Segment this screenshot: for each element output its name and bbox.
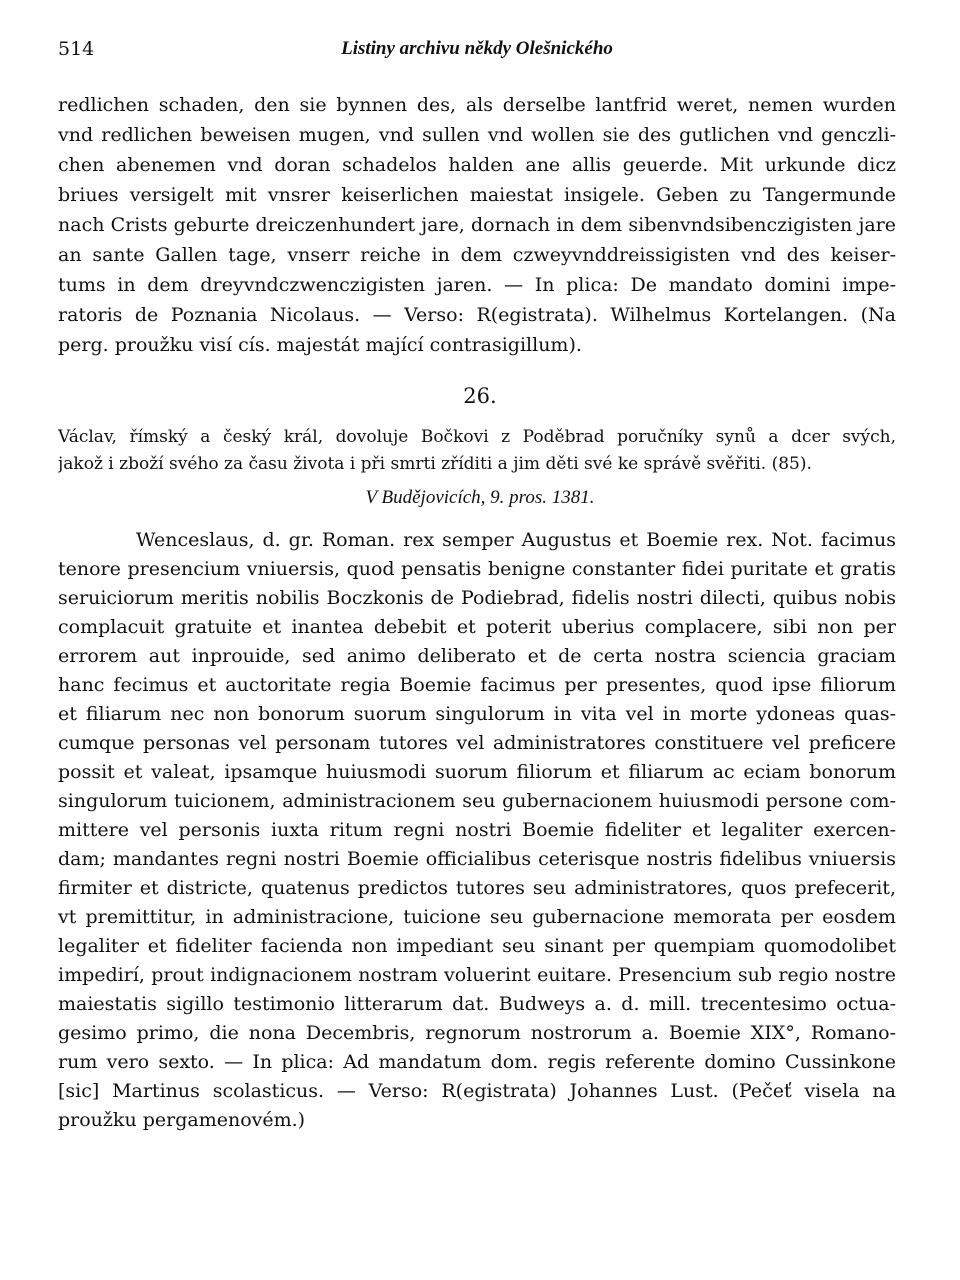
place-and-date: V Budějovicích, 9. pros. 1381.	[365, 487, 595, 508]
text-line: vt premittitur, in administracione, tuicione seu gubernacione memorata per eosdem	[58, 906, 896, 928]
text-line: maiestatis sigillo testimonio litterarum dat. Budweys a. d. mill. trecentesimo octua-	[58, 993, 896, 1015]
summary-line: Václav, římský a český král, dovoluje Bočkovi z Poděbrad poručníky synů a dcer svých,	[58, 427, 896, 447]
text-line: complacuit gratuite et inantea debebit et poterit uberius complacere, sibi non per	[58, 616, 896, 638]
text-line: Wenceslaus, d. gr. Roman. rex semper Augustus et Boemie rex. Not. facimus	[136, 529, 896, 551]
text-line: hanc fecimus et auctoritate regia Boemie facimus per presentes, quod ipse filiorum	[58, 674, 896, 696]
text-line: tenore presencium vniuersis, quod pensatis benigne constanter fidei puritate et gratis	[58, 558, 896, 580]
text-line: redlichen schaden, den sie bynnen des, als derselbe lantfrid weret, nemen wurden	[58, 94, 896, 116]
text-line: et filiarum nec non bonorum suorum singulorum in vita vel in morte ydoneas quas-	[58, 703, 896, 725]
text-line: singulorum tuicionem, administracionem seu gubernacionem huiusmodi persone com-	[58, 790, 896, 812]
document-text	[58, 526, 896, 1135]
text-line: briues versigelt mit vnsrer keiserlichen maiestat insigele. Geben zu Tangermunde	[58, 184, 896, 206]
text-line: ratoris de Poznania Nicolaus. — Verso: R(egistrata). Wilhelmus Kortelangen. (Na	[58, 304, 896, 326]
text-line: impedirí, prout indignacionem nostram voluerint euitare. Presencium sub regio nostre	[58, 964, 896, 986]
text-line: seruiciorum meritis nobilis Boczkonis de Podiebrad, fidelis nostri dilecti, quibus nobis	[58, 587, 896, 609]
text-line: perg. proužku visí cís. majestát mající contrasigillum).	[58, 334, 582, 356]
text-line: tums in dem dreyvndczwenczigisten jaren. — In plica: De mandato domini impe-	[58, 274, 896, 296]
text-line: [sic] Martinus scolasticus. — Verso: R(egistrata) Johannes Lust. (Pečeť visela na	[58, 1080, 896, 1102]
text-line: vnd redlichen beweisen mugen, vnd sullen vnd wollen sie des gutlichen vnd genczli-	[58, 124, 896, 146]
text-line: firmiter et districte, quatenus predictos tutores seu administratores, quos prefecerit,	[58, 877, 896, 899]
text-line: chen abenemen vnd doran schadelos halden ane allis geuerde. Mit urkunde dicz	[58, 154, 896, 176]
document-summary	[58, 424, 896, 478]
text-line: mittere vel personis iuxta ritum regni nostri Boemie fideliter et legaliter exercen-	[58, 819, 896, 841]
text-line: dam; mandantes regni nostri Boemie officialibus ceterisque nostris fidelibus vniuersis	[58, 848, 896, 870]
text-line: cumque personas vel personam tutores vel administratores constituere vel preficere	[58, 732, 896, 754]
summary-line: jakož i zboží svého za času života i při smrti zříditi a jim děti své ke správě svěřiti. (85).	[58, 454, 812, 474]
text-line: an sante Gallen tage, vnserr reiche in dem czweyvnddreissigisten vnd des keiser-	[58, 244, 896, 266]
previous-document-ending	[58, 90, 896, 360]
text-line: gesimo primo, die nona Decembris, regnorum nostrorum a. Boemie XIX°, Romano-	[58, 1022, 896, 1044]
text-line: rum vero sexto. — In plica: Ad mandatum dom. regis referente domino Cussinkone	[58, 1051, 896, 1073]
text-line: possit et valeat, ipsamque huiusmodi suorum filiorum et filiarum ac eciam bonorum	[58, 761, 896, 783]
text-line: nach Crists geburte dreiczenhundert jare, dornach in dem sibenvndsibenczigisten jare	[58, 214, 896, 236]
page-number: 514	[58, 38, 95, 60]
document-number: 26.	[463, 384, 497, 408]
running-title: Listiny archivu někdy Olešnického	[341, 38, 613, 59]
text-line: errorem aut inprouide, sed animo deliberato et de certa nostra sciencia graciam	[58, 645, 896, 667]
text-line: proužku pergamenovém.)	[58, 1109, 306, 1131]
text-line: legaliter et fideliter facienda non impediant seu sinant per quempiam quomodolibet	[58, 935, 896, 957]
page-header	[58, 38, 896, 68]
